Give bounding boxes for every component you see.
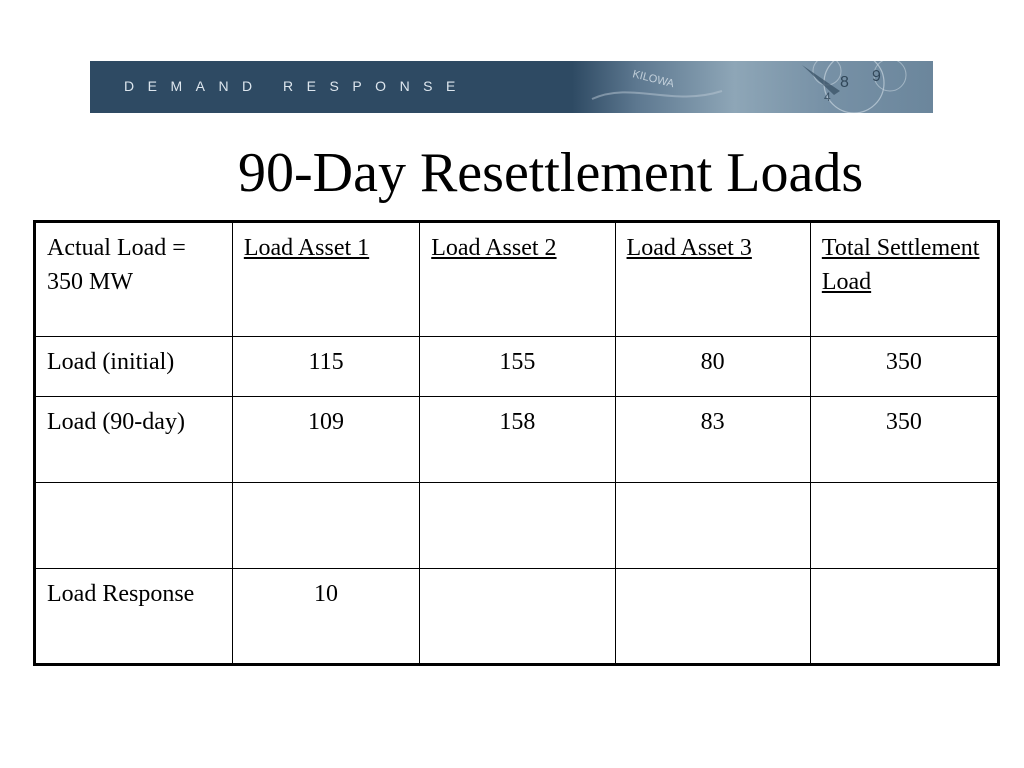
header-cell-load-asset-1	[232, 222, 419, 337]
banner-title: DEMAND RESPONSE	[124, 78, 469, 94]
table-cell	[615, 569, 810, 665]
header-link-load-asset-2: Load Asset 2	[431, 235, 557, 261]
table-cell: 80	[615, 337, 810, 397]
table-cell: 155	[420, 337, 615, 397]
table-cell	[420, 483, 615, 569]
table-cell: 350	[810, 397, 998, 483]
table-cell: 350	[810, 337, 998, 397]
header-link-total-settlement-load: Total Settlement Load	[821, 235, 980, 295]
svg-text:4: 4	[824, 90, 831, 104]
table-header-row	[35, 222, 999, 337]
demand-response-banner	[90, 61, 933, 113]
table-row	[35, 483, 999, 569]
table-cell	[615, 483, 810, 569]
table-cell: 158	[420, 397, 615, 483]
header-link-load-asset-3: Load Asset 3	[626, 235, 752, 261]
row-label: Load (initial)	[35, 337, 233, 397]
slide-title: 90-Day Resettlement Loads	[238, 142, 864, 204]
svg-text:8: 8	[840, 74, 849, 91]
table-cell: 109	[232, 397, 419, 483]
table-cell	[420, 569, 615, 665]
table-cell	[810, 569, 998, 665]
header-cell-load-asset-2	[420, 222, 615, 337]
meter-dial-icon	[572, 61, 933, 113]
header-cell-load-asset-3	[615, 222, 810, 337]
row-label	[35, 483, 233, 569]
row-label: Load Response	[35, 569, 233, 665]
resettlement-loads-table	[33, 220, 1000, 666]
header-cell-actual-load: Actual Load = 350 MW	[35, 222, 233, 337]
row-label: Load (90-day)	[35, 397, 233, 483]
header-cell-total-settlement-load	[810, 222, 998, 337]
header-link-load-asset-1: Load Asset 1	[243, 235, 370, 261]
svg-text:9: 9	[872, 68, 881, 85]
table-row	[35, 569, 999, 665]
table-cell: 115	[232, 337, 419, 397]
table-row	[35, 337, 999, 397]
kilowatt-meter-image	[572, 61, 933, 113]
meter-word: KILOWA	[631, 68, 676, 91]
table-cell: 10	[232, 569, 419, 665]
table-row	[35, 397, 999, 483]
table-cell: 83	[615, 397, 810, 483]
table-cell	[232, 483, 419, 569]
table-cell	[810, 483, 998, 569]
